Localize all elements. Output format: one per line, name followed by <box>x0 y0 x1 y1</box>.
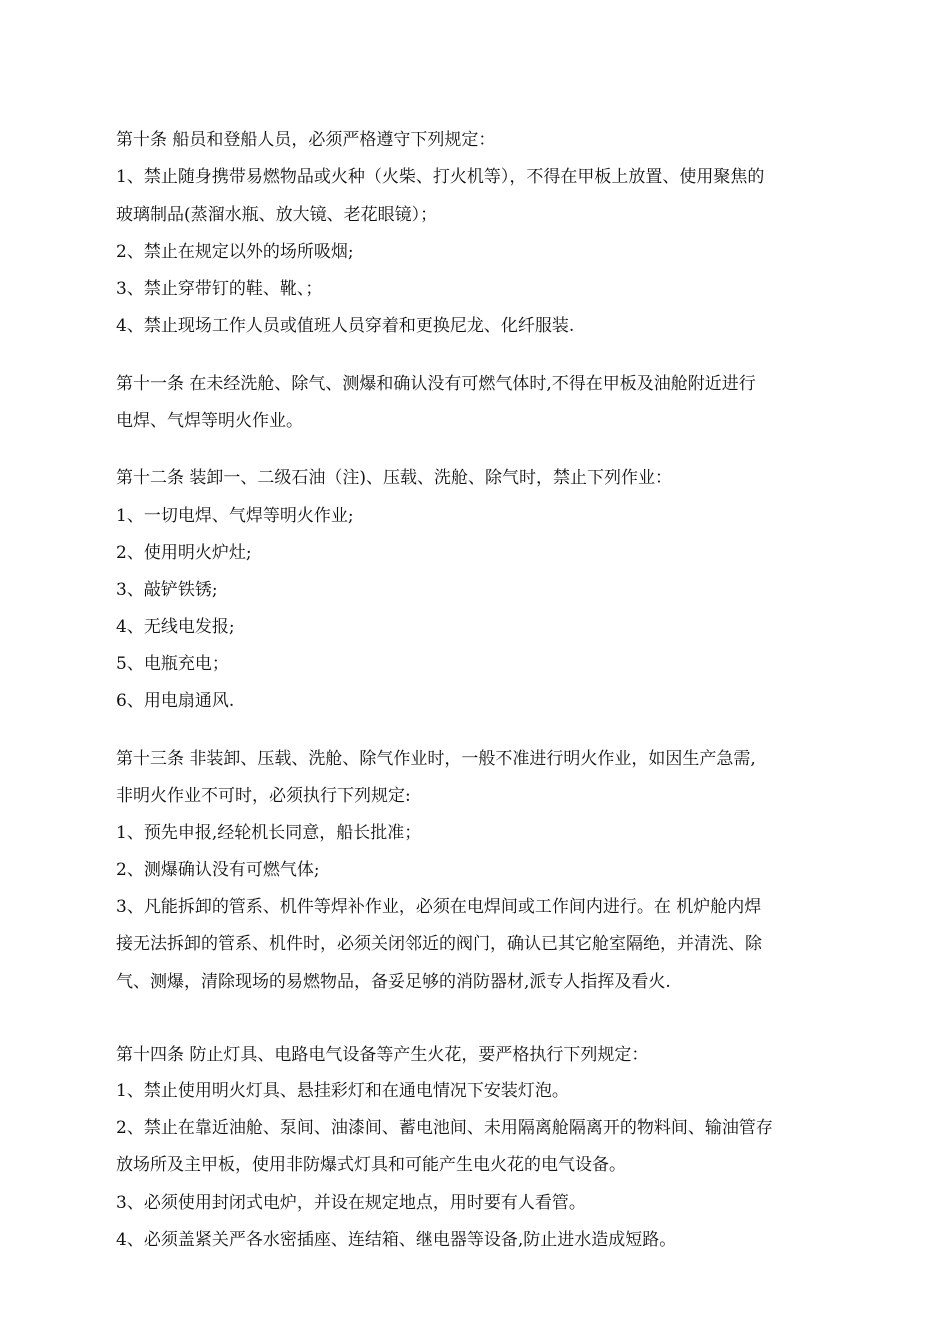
article-14-heading: 第十四条 防止灯具、电路电气设备等产生火花，要严格执行下列规定： <box>116 1045 649 1065</box>
article-12-item-2: 2、使用明火炉灶; <box>116 543 252 563</box>
article-13-item-3: 3、凡能拆卸的管系、机件等焊补作业，必须在电焊间或工作间内进行。在 机炉舱内焊 <box>116 897 762 917</box>
article-10-item-4: 4、禁止现场工作人员或值班人员穿着和更换尼龙、化纤服装. <box>116 316 575 336</box>
article-13-item-3-cont-2: 气、测爆，清除现场的易燃物品，备妥足够的消防器材,派专人指挥及看火. <box>116 972 671 992</box>
article-14-item-2: 2、禁止在靠近油舱、泵间、油漆间、蓄电池间、未用隔离舱隔离开的物料间、输油管存 <box>116 1118 773 1138</box>
article-10-heading: 第十条 船员和登船人员，必须严格遵守下列规定： <box>116 130 496 150</box>
article-13-item-2: 2、测爆确认没有可燃气体; <box>116 860 320 880</box>
article-14-item-3: 3、必须使用封闭式电炉，并设在规定地点，用时要有人看管。 <box>116 1193 586 1213</box>
article-14-item-1: 1、禁止使用明火灯具、悬挂彩灯和在通电情况下安装灯泡。 <box>116 1081 569 1101</box>
article-13-heading-cont: 非明火作业不可时，必须执行下列规定: <box>116 786 411 806</box>
article-10-item-1-cont: 玻璃制品(蒸溜水瓶、放大镜、老花眼镜）； <box>116 205 438 225</box>
article-12-item-3: 3、敲铲铁锈; <box>116 580 218 600</box>
article-12-heading: 第十二条 装卸一、二级石油（注)、压载、洗舱、除气时，禁止下列作业： <box>116 468 673 488</box>
article-13-item-3-cont-1: 接无法拆卸的管系、机件时，必须关闭邻近的阀门，确认已其它舱室隔绝，并清洗、除 <box>116 934 762 954</box>
article-12-item-1: 1、一切电焊、气焊等明火作业; <box>116 506 354 526</box>
article-11-heading: 第十一条 在未经洗舱、除气、测爆和确认没有可燃气体时,不得在甲板及油舱附近进行 <box>116 374 756 394</box>
article-14-item-4: 4、必须盖紧关严各水密插座、连结箱、继电器等设备,防止进水造成短路。 <box>116 1230 677 1250</box>
article-14-item-2-cont: 放场所及主甲板，使用非防爆式灯具和可能产生电火花的电气设备。 <box>116 1155 626 1175</box>
article-13-heading: 第十三条 非装卸、压载、洗舱、除气作业时，一般不准进行明火作业，如因生产急需, <box>116 749 756 769</box>
article-12-item-4: 4、无线电发报; <box>116 617 235 637</box>
article-12-item-5: 5、电瓶充电； <box>116 654 229 674</box>
article-10-item-3: 3、禁止穿带钉的鞋、靴、； <box>116 279 323 299</box>
article-11-cont: 电焊、气焊等明火作业。 <box>116 411 303 431</box>
article-13-item-1: 1、预先申报,经轮机长同意，船长批准； <box>116 823 422 843</box>
article-12-item-6: 6、用电扇通风. <box>116 691 235 711</box>
article-10-item-2: 2、禁止在规定以外的场所吸烟; <box>116 242 354 262</box>
article-10-item-1: 1、禁止随身携带易燃物品或火种（火柴、打火机等），不得在甲板上放置、使用聚焦的 <box>116 167 765 187</box>
